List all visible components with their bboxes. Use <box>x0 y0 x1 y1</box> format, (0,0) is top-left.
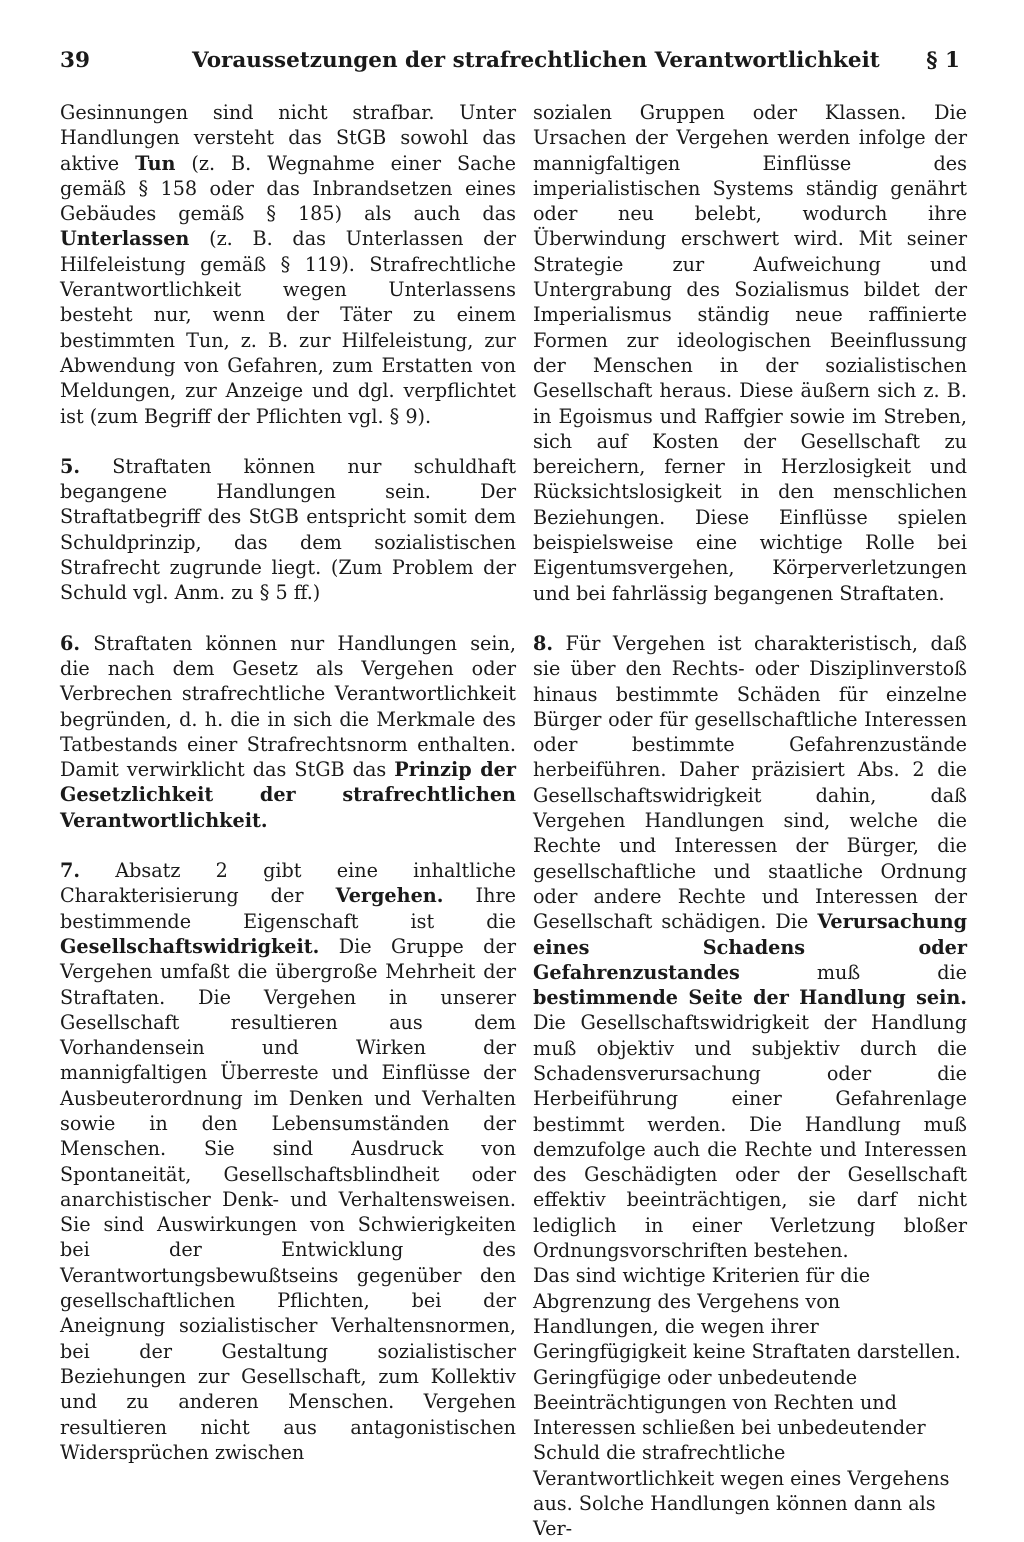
paragraph-criteria <box>533 1263 967 1541</box>
paragraph-number: 8. <box>533 631 554 655</box>
text-run: Absatz 2 gibt eine inhaltliche Charakterisierung der <box>60 859 516 908</box>
section-number: § 1 <box>926 48 960 73</box>
page-number: 39 <box>60 48 90 73</box>
text-run: sozialen Gruppen oder Klassen. Die Ursachen der Vergehen werden infolge der mannigfaltigen Einflüsse des imperialistischen Systems ständig genährt oder neu belebt, wodurch ihre Überwindung erschwert wird. Mit seiner Strategie zur Aufweichung und Untergrabung des Sozialismus bildet der Imperialismus ständig neue raffinierte Formen zur ideologischen Beeinflussung der Menschen in der sozialistischen Gesellschaft heraus. Diese äußern sich z. B. in Egoismus und Raffgier sowie im Streben, sich auf Kosten der Gesellschaft zu bereichern, ferner in Herzlosigkeit und Rücksichtslosigkeit in den menschlichen Beziehungen. Diese Einflüsse spielen beispielsweise eine wichtige Rolle bei Eigentumsvergehen, Körperverletzungen und bei fahrlässig begangenen Straftaten. <box>533 101 967 605</box>
bold-term: Tun <box>135 151 176 175</box>
paragraph-number: 7. <box>60 859 81 883</box>
left-column <box>60 100 516 1465</box>
text-run: (z. B. das Unterlassen der Hilfeleistung gemäß § 119). Strafrechtliche Verantwortlichkeit wegen Unterlassens besteht nur, wenn der Täter zu einem bestimmten Tun, z. B. zur Hilfeleistung, zur Abwendung von Gefahren, zum Erstatten von Meldungen, zur Anzeige und dgl. verpflichtet ist (zum Begriff der Pflichten vgl. § 9). <box>60 227 516 428</box>
text-run: muß die <box>739 960 967 984</box>
paragraph-number: 5. <box>60 454 81 478</box>
paragraph-6 <box>60 631 516 833</box>
text-run: Straftaten können nur schuldhaft begangene Handlungen sein. Der Straftatbegriff des StGB entspricht somit dem Schuldprinzip, das dem sozialistischen Strafrecht zugrunde liegt. (Zum Problem der Schuld vgl. Anm. zu § 5 ff.) <box>60 454 516 605</box>
text-run: Straftaten können nur Handlungen sein, die nach dem Gesetz als Vergehen oder Verbrechen strafrechtliche Verantwortlichkeit begründen, d. h. die in sich die Merkmale des Tatbestands einer Strafrechtsnorm enthalten. Damit verwirklicht das StGB das <box>60 631 516 782</box>
text-run: (z. B. Wegnahme einer Sache gemäß § 158 oder das Inbrandsetzen eines Gebäudes gemäß § 185) als auch das <box>60 151 516 226</box>
paragraph-number: 6. <box>60 631 81 655</box>
paragraph-7 <box>60 858 516 1465</box>
right-column <box>533 100 967 1542</box>
text-run: Ihre bestimmende Eigenschaft ist die <box>60 884 516 933</box>
paragraph-continuation <box>60 100 516 429</box>
paragraph-5 <box>60 454 516 606</box>
page-header <box>60 48 960 84</box>
bold-term: Unterlassen <box>60 227 190 251</box>
running-title: Voraussetzungen der strafrechtlichen Verantwortlichkeit <box>192 48 880 73</box>
text-run: Für Vergehen ist charakteristisch, daß sie über den Rechts- oder Disziplinverstoß hinaus bestimmte Schäden für einzelne Bürger oder für gesellschaftliche Interessen oder bestimmte Gefahrenzustände herbeiführen. Daher präzisiert Abs. 2 die Gesellschaftswidrigkeit dahin, daß Vergehen Handlungen sind, welche die Rechte und Interessen der Bürger, die gesellschaftliche und staatliche Ordnung oder andere Rechte und Interessen der Gesellschaft schädigen. Die <box>533 631 967 934</box>
bold-term: Vergehen. <box>335 884 444 908</box>
bold-term: bestimmende Seite der Handlung sein. <box>533 986 967 1010</box>
paragraph-8 <box>533 631 967 1263</box>
bold-term: Prinzip der Gesetzlichkeit der strafrechtlichen Verantwortlichkeit. <box>60 758 516 832</box>
text-run: Die Gesellschaftswidrigkeit der Handlung muß objektiv und subjektiv durch die Schadensverursachung oder die Herbeiführung einer Gefahrenlage bestimmt werden. Die Handlung muß demzufolge auch die Rechte und Interessen des Geschädigten oder der Gesellschaft effektiv beeinträchtigen, sie darf nicht lediglich in einer Verletzung bloßer Ordnungsvorschriften bestehen. <box>533 1011 967 1263</box>
paragraph-continuation <box>533 100 967 606</box>
bold-term: Gesellschaftswidrigkeit. <box>60 934 320 958</box>
text-run: Gesinnungen sind nicht strafbar. Unter Handlungen versteht das StGB sowohl das aktive <box>60 101 516 175</box>
text-run: Die Gruppe der Vergehen umfaßt die übergroße Mehrheit der Straftaten. Die Vergehen in unserer Gesellschaft resultieren aus dem Vorhandensein und Wirken der mannigfaltigen Überreste und Einflüsse der Ausbeuterordnung im Denken und Verhalten sowie in den Lebensumständen der Menschen. Sie sind Ausdruck von Spontaneität, Gesellschaftsblindheit oder anarchistischer Denk- und Verhaltensweisen. Sie sind Auswirkungen von Schwierigkeiten bei der Entwicklung des Verantwortungsbewußtseins gegenüber den gesellschaftlichen Pflichten, bei der Aneignung sozialistischer Verhaltensnormen, bei der Gestaltung sozialistischer Beziehungen zur Gesellschaft, zum Kollektiv und zu anderen Menschen. Vergehen resultieren nicht aus antagonistischen Widersprüchen zwischen <box>60 934 516 1464</box>
text-run: Das sind wichtige Kriterien für die Abgrenzung des Vergehens von Handlungen, die wegen ihrer Geringfügigkeit keine Straftaten darstellen. Geringfügige oder unbedeutende Beeinträchtigungen von Rechten und Interessen schließen bei unbedeutender Schuld die strafrechtliche Verantwortlichkeit wegen eines Vergehens aus. Solche Handlungen können dann als Ver- <box>533 1264 961 1541</box>
bold-term: Verursachung eines Schadens oder Gefahrenzustandes <box>533 910 967 984</box>
